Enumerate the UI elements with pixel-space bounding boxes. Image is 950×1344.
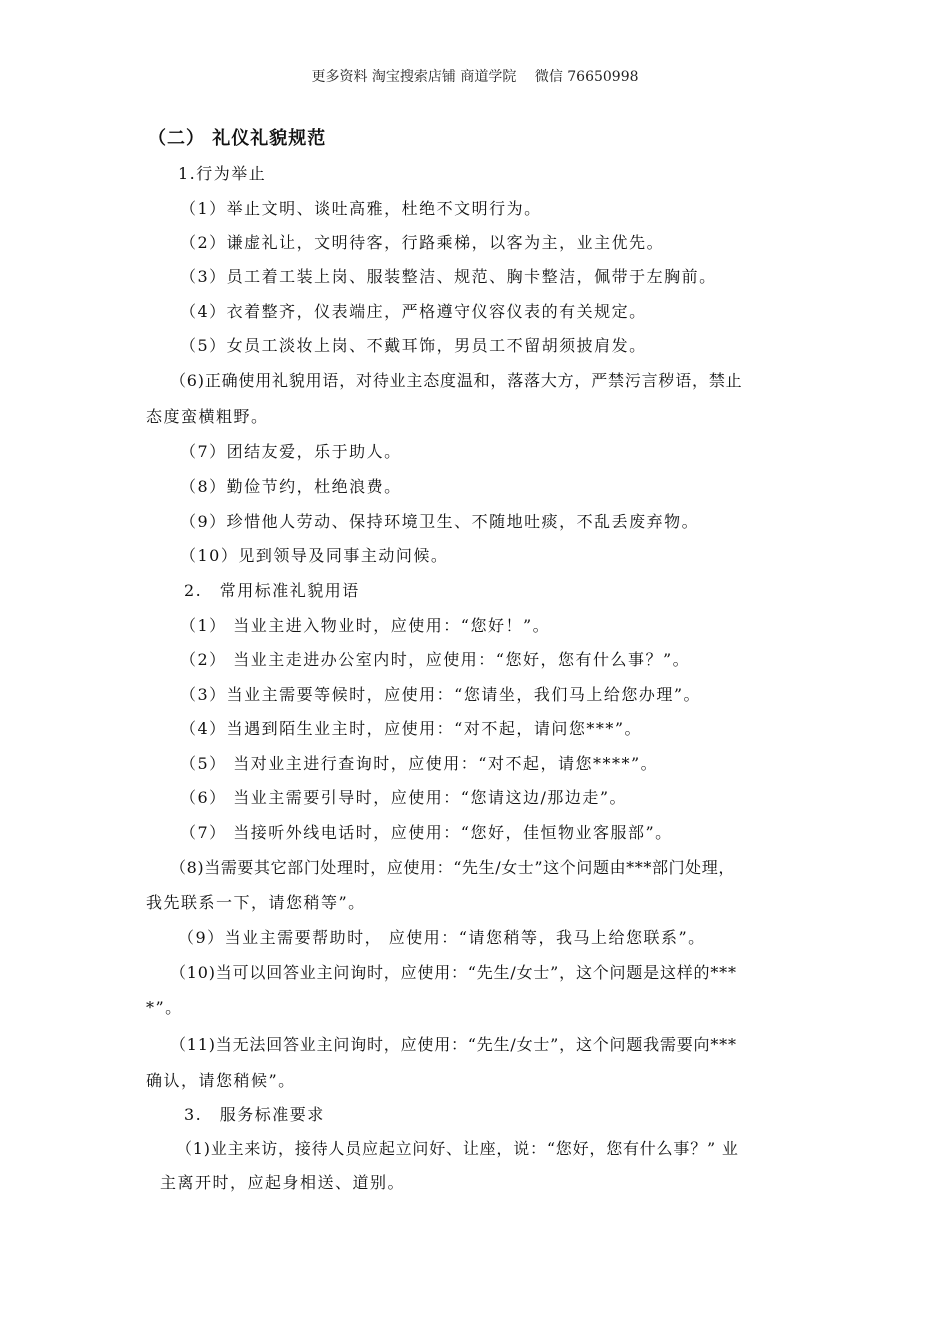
list-item: （2）谦虚礼让，文明待客，行路乘梯，以客为主，业主优先。 [180,233,665,252]
subheading-service-standards: 3. 服务标准要求 [184,1105,325,1124]
list-item: （9）当业主需要帮助时， 应使用：“请您稍等，我马上给您联系”。 [178,928,706,947]
list-item-continuation: 确认，请您稍候”。 [146,1071,296,1090]
list-item: （6)正确使用礼貌用语，对待业主态度温和，落落大方，严禁污言秽语，禁止 [170,371,743,390]
list-item: （4）衣着整齐，仪表端庄，严格遵守仪容仪表的有关规定。 [180,302,647,321]
list-item: （9）珍惜他人劳动、保持环境卫生、不随地吐痰，不乱丢废弃物。 [180,512,700,531]
list-item-continuation: 主离开时，应起身相送、道别。 [160,1173,406,1192]
list-item-continuation: 我先联系一下，请您稍等”。 [146,893,366,912]
list-item: （6） 当业主需要引导时，应使用：“您请这边/那边走”。 [180,788,628,807]
list-item: （4）当遇到陌生业主时，应使用：“对不起，请问您***”。 [180,719,643,738]
section-title: （二） 礼仪礼貌规范 [148,128,327,149]
list-item: （5）女员工淡妆上岗、不戴耳饰，男员工不留胡须披肩发。 [180,336,647,355]
list-item: （1） 当业主进入物业时，应使用：“您好！”。 [180,616,551,635]
list-item-continuation: 态度蛮横粗野。 [146,407,269,426]
list-item: （3）当业主需要等候时，应使用：“您请坐，我们马上给您办理”。 [180,685,702,704]
list-item: （3）员工着工装上岗、服装整洁、规范、胸卡整洁，佩带于左胸前。 [180,267,717,286]
subheading-polite-phrases: 2. 常用标准礼貌用语 [184,581,360,600]
list-item-continuation: *”。 [146,998,183,1017]
list-item: （7）团结友爱，乐于助人。 [180,442,402,461]
list-item: （1)业主来访，接待人员应起立问好、让座，说：“您好，您有什么事？” 业 [176,1139,739,1158]
page-header: 更多资料 淘宝搜索店铺 商道学院 微信 76650998 [311,69,639,85]
list-item: （2） 当业主走进办公室内时，应使用：“您好，您有什么事？”。 [180,650,691,669]
list-item: （5） 当对业主进行查询时，应使用：“对不起，请您****”。 [180,754,659,773]
subheading-behavior: 1.行为举止 [178,164,267,183]
list-item: （7） 当接听外线电话时，应使用：“您好，佳恒物业客服部”。 [180,823,673,842]
list-item: （10)当可以回答业主问询时，应使用：“先生/女士”，这个问题是这样的*** [170,963,737,982]
list-item: （10）见到领导及同事主动问候。 [180,546,449,565]
list-item: （8）勤俭节约，杜绝浪费。 [180,477,402,496]
list-item: （8)当需要其它部门处理时，应使用：“先生/女士”这个问题由***部门处理， [170,858,735,877]
list-item: （11)当无法回答业主问询时，应使用：“先生/女士”，这个问题我需要向*** [170,1035,737,1054]
list-item: （1）举止文明、谈吐高雅，杜绝不文明行为。 [180,199,542,218]
